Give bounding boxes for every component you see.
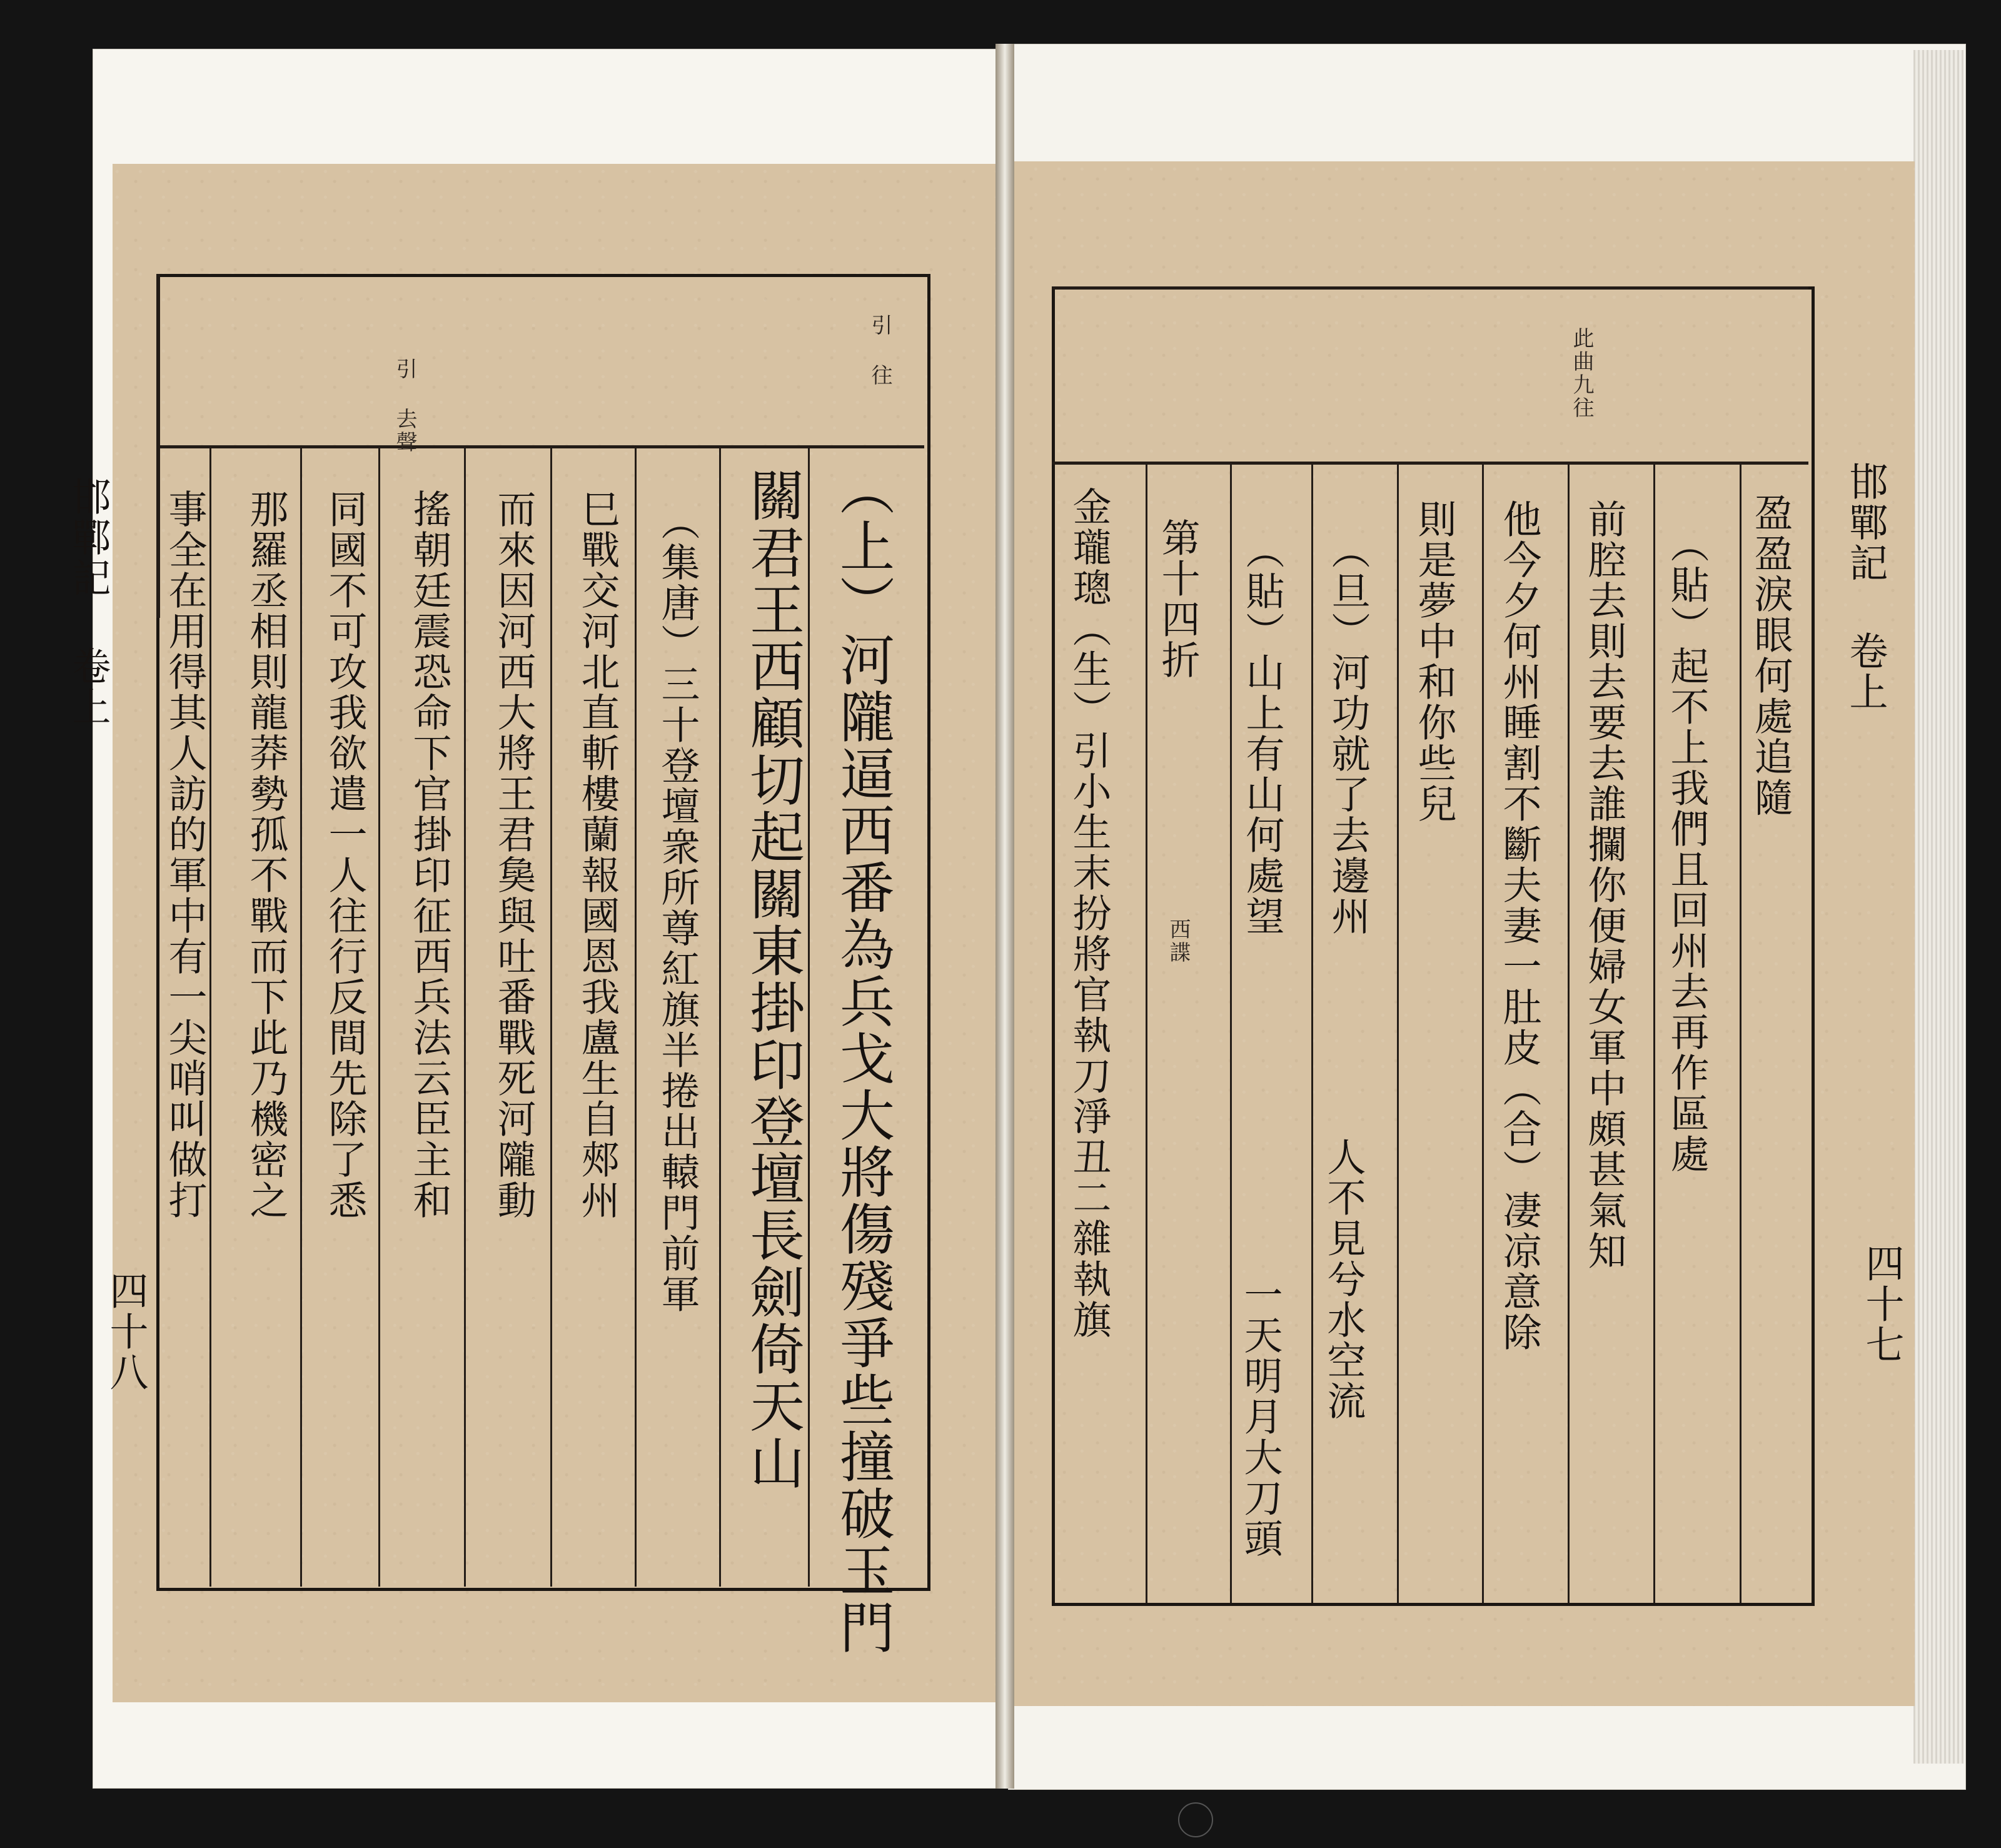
column-rule xyxy=(635,448,637,1587)
head-rule xyxy=(1052,286,1808,290)
text-column: （上）河隴逼西番為兵戈大將傷殘爭些撞破玉門 xyxy=(831,461,895,1656)
text-column: 搖朝廷震恐命下官掛印征西兵法云臣主和 xyxy=(406,489,452,1221)
fold-marker: 四十八 xyxy=(103,1271,149,1393)
text-column: （貼）起不上我們且回州去再作區處 xyxy=(1664,524,1710,1174)
margin-note: 此曲九往 xyxy=(1569,327,1594,420)
text-column: 他今夕何州睡割不斷夫妻一肚皮（合）凄凉意除 xyxy=(1496,499,1542,1353)
text-column: 一天明月大刀頭 xyxy=(1237,1275,1283,1559)
column-rule xyxy=(378,448,380,1587)
running-head: 邯鄲記 卷上 xyxy=(66,477,111,727)
column-rule xyxy=(464,448,466,1587)
column-rule xyxy=(1482,465,1484,1603)
text-column: 則是夢中和你些兒 xyxy=(1411,499,1457,824)
column-rule xyxy=(209,448,211,1587)
text-column: 前腔去則去要去誰攔你便婦女軍中頗甚氣知 xyxy=(1581,499,1627,1271)
margin-note: 引 往 xyxy=(867,314,892,387)
column-rule xyxy=(1230,465,1232,1603)
text-column: 金瓏璁（生）引小生末扮將官執刀淨丑二雜執旗 xyxy=(1066,487,1112,1340)
fold-marker: 四十七 xyxy=(1859,1243,1905,1365)
text-column: 巳戰交河北直斬樓蘭報國恩我盧生自郟州 xyxy=(575,489,620,1221)
text-column: （貼）山上有山何處望 xyxy=(1239,530,1285,937)
column-rule xyxy=(1740,465,1741,1603)
text-column: 同國不可攻我欲遣一人往行反間先除了悉 xyxy=(322,489,368,1221)
page-stack-edge xyxy=(1913,50,1963,1764)
library-seal-icon xyxy=(1178,1802,1213,1837)
text-column: （集唐）三十登壇衆所尊紅旗半捲出轅門前軍 xyxy=(655,502,700,1315)
column-rule xyxy=(1311,465,1313,1603)
text-column: 人不見兮水空流 xyxy=(1321,1137,1366,1421)
text-column: 關君王西顧切起關東掛印登壇長劍倚天山 xyxy=(741,467,805,1492)
column-rule xyxy=(808,448,810,1587)
book-gutter xyxy=(995,44,1014,1789)
text-column: （旦）河功就了去邊州 xyxy=(1325,530,1371,937)
column-rule xyxy=(300,448,302,1587)
column-rule xyxy=(1397,465,1399,1603)
text-column: 而來因河西大將王君㚟與吐番戰死河隴動 xyxy=(491,489,537,1221)
column-rule xyxy=(1653,465,1655,1603)
column-rule xyxy=(719,448,721,1587)
act-subtitle: 西諜 xyxy=(1166,918,1191,964)
column-rule xyxy=(550,448,552,1587)
column-rule xyxy=(1568,465,1570,1603)
text-column: 那羅丞相則龍莽勢孤不戰而下此乃機密之 xyxy=(243,489,289,1221)
column-rule xyxy=(1146,465,1147,1603)
head-separator xyxy=(156,445,924,448)
running-head: 邯鄲記 卷上 xyxy=(1843,462,1888,712)
margin-note: 引 去聲 xyxy=(392,358,417,454)
right-page xyxy=(1008,161,1915,1706)
text-column: 盈盈淚眼何處追隨 xyxy=(1748,493,1793,818)
text-column: 事全在用得其人訪的軍中有一尖哨叫做打 xyxy=(162,489,208,1221)
head-separator xyxy=(1052,462,1808,465)
act-title: 第十四折 xyxy=(1155,518,1201,680)
left-page xyxy=(66,164,1001,1702)
